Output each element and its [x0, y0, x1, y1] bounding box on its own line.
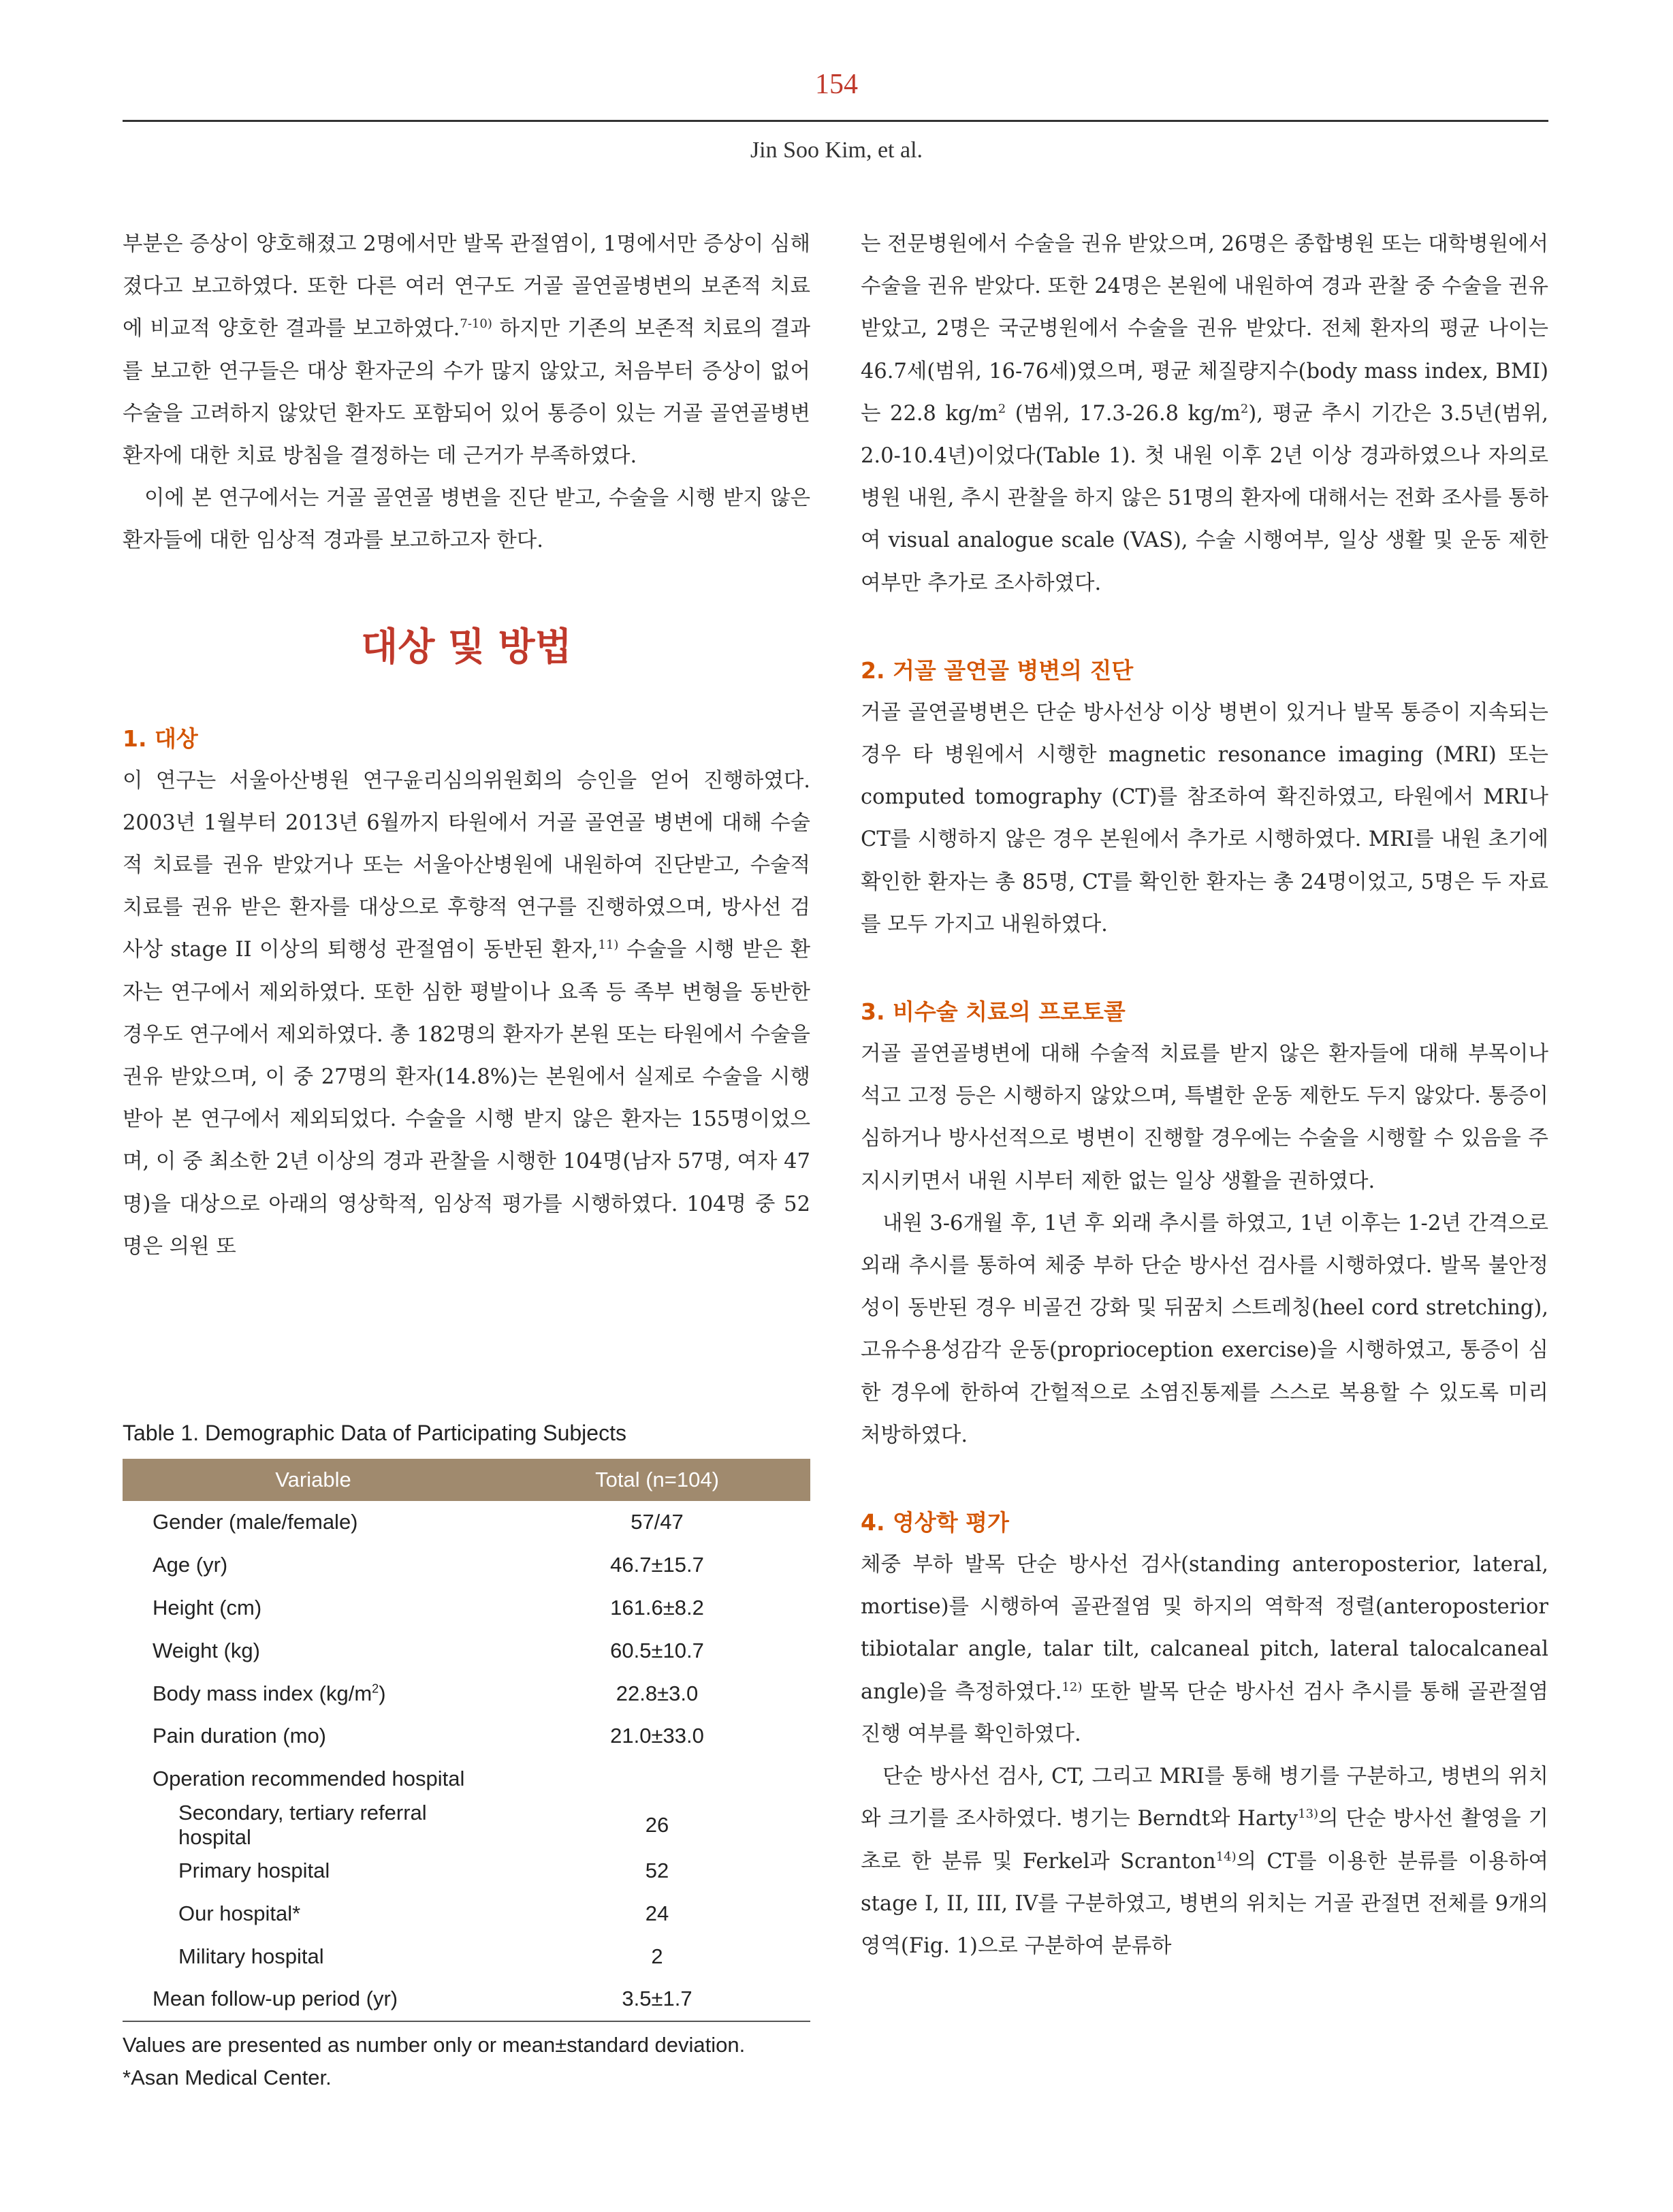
row-value: 3.5±1.7	[504, 1978, 810, 2021]
row-label: Our hospital*	[178, 1901, 301, 1925]
table-row	[123, 1587, 810, 1630]
row-label: Gender (male/female)	[153, 1510, 358, 1534]
table-footnote-1: Values are presented as number only or mean±standard deviation.	[123, 2032, 746, 2057]
subjects-paragraph	[123, 760, 810, 1268]
row-label-text: Body mass index (kg/m	[153, 1681, 372, 1705]
right-p1-text-a: 는 전문병원에서 수술을 권유 받았으며, 26명은 종합병원 또는 대학병원에서 수술을 권유 받았다. 또한 24명은 본원에 내원하여 경과 관찰 중 수술을 권유 받았고, 2명은 국군병원에서 수술을 권유 받았다. 전체 환자의 평균 나이는 46.7세(범위, 16-76세)였으며, 평균 체질량지수(body mass index, BMI)는 22.8 kg/m	[861, 232, 1548, 426]
row-value	[504, 1758, 810, 1801]
imaging-paragraph-1	[861, 1544, 1548, 1756]
imaging2-text-a: 단순 방사선 검사, CT, 그리고 MRI를 통해 병기를 구분하고, 병변의 위치와 크기를 조사하였다. 병기는 Berndt와 Harty	[861, 1765, 1548, 1831]
row-label: Pain duration (mo)	[153, 1724, 327, 1748]
table-row	[123, 1715, 810, 1758]
subjects-text-a: 이 연구는 서울아산병원 연구윤리심의위원회의 승인을 얻어 진행하였다. 2003년 1월부터 2013년 6월까지 타원에서 거골 골연골 병변에 대해 수술적 치료를 권유 받았거나 또는 서울아산병원에 내원하여 진단받고, 수술적 치료를 권유 받은 환자를 대상으로 후향적 연구를 진행하였으며, 방사선 검사상 stage II 이상의 퇴행성 관절염이 동반된 환자,	[123, 768, 810, 962]
imaging-paragraph-2	[861, 1756, 1548, 1968]
spacer	[861, 605, 1548, 650]
table-row	[123, 1978, 810, 2021]
table-header-row	[123, 1459, 810, 1501]
running-head: Jin Soo Kim, et al.	[750, 138, 923, 163]
row-value: 60.5±10.7	[610, 1638, 704, 1662]
table-row	[123, 1501, 810, 1544]
protocol-paragraph-2: 내원 3-6개월 후, 1년 후 외래 추시를 하였고, 1년 이후는 1-2년 간격으로 외래 추시를 통하여 체중 부하 단순 방사선 검사를 시행하였다. 발목 불안정성이 동반된 경우 비골건 강화 및 뒤꿈치 스트레칭(heel cord stretching), 고유수용성감각 운동(proprioception exercise)을 시행하였고, 통증이 심한 경우에 한하여 간헐적으로 소염진통제를 스스로 복용할 수 있도록 미리 처방하였다.	[861, 1211, 1548, 1447]
table-row	[123, 1935, 810, 1978]
table-row	[123, 1892, 810, 1935]
citation: 7-10)	[460, 317, 492, 332]
spacer	[861, 1457, 1548, 1502]
subsection-heading-1: 1. 대상	[123, 725, 198, 752]
citation: 13)	[1298, 1807, 1319, 1822]
citation: 11)	[598, 938, 619, 953]
row-label	[123, 1672, 504, 1715]
left-column	[123, 223, 810, 1268]
subjects-text-b: 수술을 시행 받은 환자는 연구에서 제외하였다. 또한 심한 평발이나 요족 등 족부 변형을 동반한 경우도 연구에서 제외하였다. 총 182명의 환자가 본원 또는 타원에서 수술을 권유 받았으며, 이 중 27명의 환자(14.8%)는 본원에서 실제로 수술을 시행 받아 본 연구에서 제외되었다. 수술을 시행 받지 않은 환자는 155명이었으며, 이 중 최소한 2년 이상의 경과 관찰을 시행한 104명(남자 57명, 여자 47명)을 대상으로 아래의 영상학적, 임상적 평가를 시행하였다. 104명 중 52명은 의원 또	[123, 938, 810, 1259]
column-header-variable: Variable	[123, 1459, 504, 1501]
left-p1b-text: 하지만 기존의 보존적 치료의 결과를 보고한 연구들은 대상 환자군의 수가 많지 않았고, 처음부터 증상이 없어 수술을 고려하지 않았던 환자도 포함되어 있어 통증이 있는 거골 골연골병변 환자에 대한 치료 방침을 결정하는 데 근거가 부족하였다.	[123, 317, 810, 469]
table-1	[123, 1417, 810, 2094]
row-label: Primary hospital	[178, 1858, 330, 1882]
row-label: Mean follow-up period (yr)	[123, 1978, 504, 2021]
imaging-text-a: 체중 부하 발목 단순 방사선 검사(standing anteroposterior, lateral, mortise)를 시행하여 골관절염 및 하지의 역학적 정렬(anteroposterior tibiotalar angle, talar tilt, calcaneal pitch, lateral talocalcaneal angle)을 측정하였다.	[861, 1553, 1548, 1704]
table-row	[123, 1801, 810, 1850]
row-label: Height (cm)	[153, 1595, 262, 1620]
table-row	[123, 1850, 810, 1893]
row-label: Operation recommended hospital	[153, 1767, 465, 1791]
imaging2-text-b: 의 단순 방사선 촬영을 기초로 한 분류 및 Ferkel과 Scranton	[861, 1807, 1548, 1874]
left-paragraph-1	[123, 223, 810, 477]
page-number: 154	[815, 69, 858, 100]
right-p1-text-b: (범위, 17.3-26.8 kg/m	[1006, 401, 1241, 426]
row-value: 24	[645, 1901, 669, 1925]
imaging2-text-c: 의 CT를 이용한 분류를 이용하여 stage I, II, III, IV를 구분하였고, 병변의 위치는 거골 관절면 전체를 9개의 영역(Fig. 1)으로 구분하여 분류하	[861, 1849, 1548, 1958]
table-row	[123, 1629, 810, 1672]
demographic-table	[123, 1459, 810, 2022]
table-footnote	[123, 2029, 810, 2094]
right-paragraph-1	[861, 223, 1548, 605]
protocol-paragraph-1: 거골 골연골병변에 대해 수술적 치료를 받지 않은 환자들에 대해 부목이나 석고 고정 등은 시행하지 않았으며, 특별한 운동 제한도 두지 않았다. 통증이 심하거나 방사선적으로 병변이 진행할 경우에는 수술을 시행할 수 있음을 주지시키면서 내원 시부터 제한 없는 일상 생활을 권하였다.	[861, 1042, 1548, 1193]
section-heading-methods: 대상 및 방법	[361, 624, 572, 669]
header-rule	[123, 120, 1548, 122]
superscript: 2	[998, 401, 1006, 416]
left-p1-text: 부분은 증상이 양호해졌고 2명에서만 발목 관절염이, 1명에서만 증상이 심해졌다고 보고하였다. 또한 다른 여러 연구도 거골 골연골병변의 보존적 치료에 비교적 양호한 결과를 보고하였다.	[123, 232, 810, 341]
row-label: Military hospital	[178, 1944, 324, 1968]
imaging-text-b: 또한 발목 단순 방사선 검사 추시를 통해 골관절염 진행 여부를 확인하였다.	[861, 1679, 1548, 1746]
right-p1-text-c: ), 평균 추시 기간은 3.5년(범위, 2.0-10.4년)이었다(Table 1). 첫 내원 이후 2년 이상 경과하였으나 자의로 병원 내원, 추시 관찰을 하지 않은 51명의 환자에 대해서는 전화 조사를 통하여 visual analogue scale (VAS), 수술 시행여부, 일상 생활 및 운동 제한 여부만 추가로 조사하였다.	[861, 401, 1549, 595]
row-label: Secondary, tertiary referral hospital	[178, 1800, 427, 1849]
row-value: 161.6±8.2	[610, 1595, 704, 1620]
table-footnote-2: *Asan Medical Center.	[123, 2065, 332, 2089]
row-label-end: )	[379, 1681, 386, 1705]
table-title: Table 1. Demographic Data of Participating Subjects	[123, 1421, 626, 1445]
table-row	[123, 1672, 810, 1715]
superscript: 2	[372, 1681, 379, 1696]
right-column	[861, 223, 1548, 1968]
row-value: 57/47	[631, 1510, 684, 1534]
row-label: Age (yr)	[153, 1553, 228, 1577]
citation: 12)	[1062, 1679, 1083, 1694]
spacer	[861, 946, 1548, 991]
subsection-heading-4: 4. 영상학 평가	[861, 1509, 1009, 1536]
left-paragraph-2: 이에 본 연구에서는 거골 골연골 병변을 진단 받고, 수술을 시행 받지 않은 환자들에 대한 임상적 경과를 보고하고자 한다.	[123, 486, 810, 553]
table-row	[123, 1544, 810, 1587]
row-value: 21.0±33.0	[610, 1724, 704, 1748]
row-value: 46.7±15.7	[610, 1553, 704, 1577]
row-value: 26	[645, 1812, 669, 1837]
subsection-heading-2: 2. 거골 골연골 병변의 진단	[861, 657, 1134, 684]
row-value: 52	[645, 1858, 669, 1882]
row-value: 2	[651, 1944, 663, 1968]
subsection-heading-3: 3. 비수술 치료의 프로토콜	[861, 998, 1126, 1026]
column-header-total: Total (n=104)	[504, 1459, 810, 1501]
citation: 14)	[1215, 1849, 1237, 1864]
table-row	[123, 1758, 810, 1801]
diagnosis-paragraph: 거골 골연골병변은 단순 방사선상 이상 병변이 있거나 발목 통증이 지속되는 경우 타 병원에서 시행한 magnetic resonance imaging (MRI) 또는 computed tomography (CT)를 참조하여 확진하였고, 타원에서 MRI나 CT를 시행하지 않은 경우 본원에서 추가로 시행하였다. MRI를 내원 초기에 확인한 환자는 총 85명, CT를 확인한 환자는 총 24명이었고, 5명은 두 자료를 모두 가지고 내원하였다.	[861, 700, 1548, 936]
row-value: 22.8±3.0	[616, 1681, 699, 1705]
superscript: 2	[1240, 401, 1249, 416]
row-label: Weight (kg)	[153, 1638, 260, 1662]
